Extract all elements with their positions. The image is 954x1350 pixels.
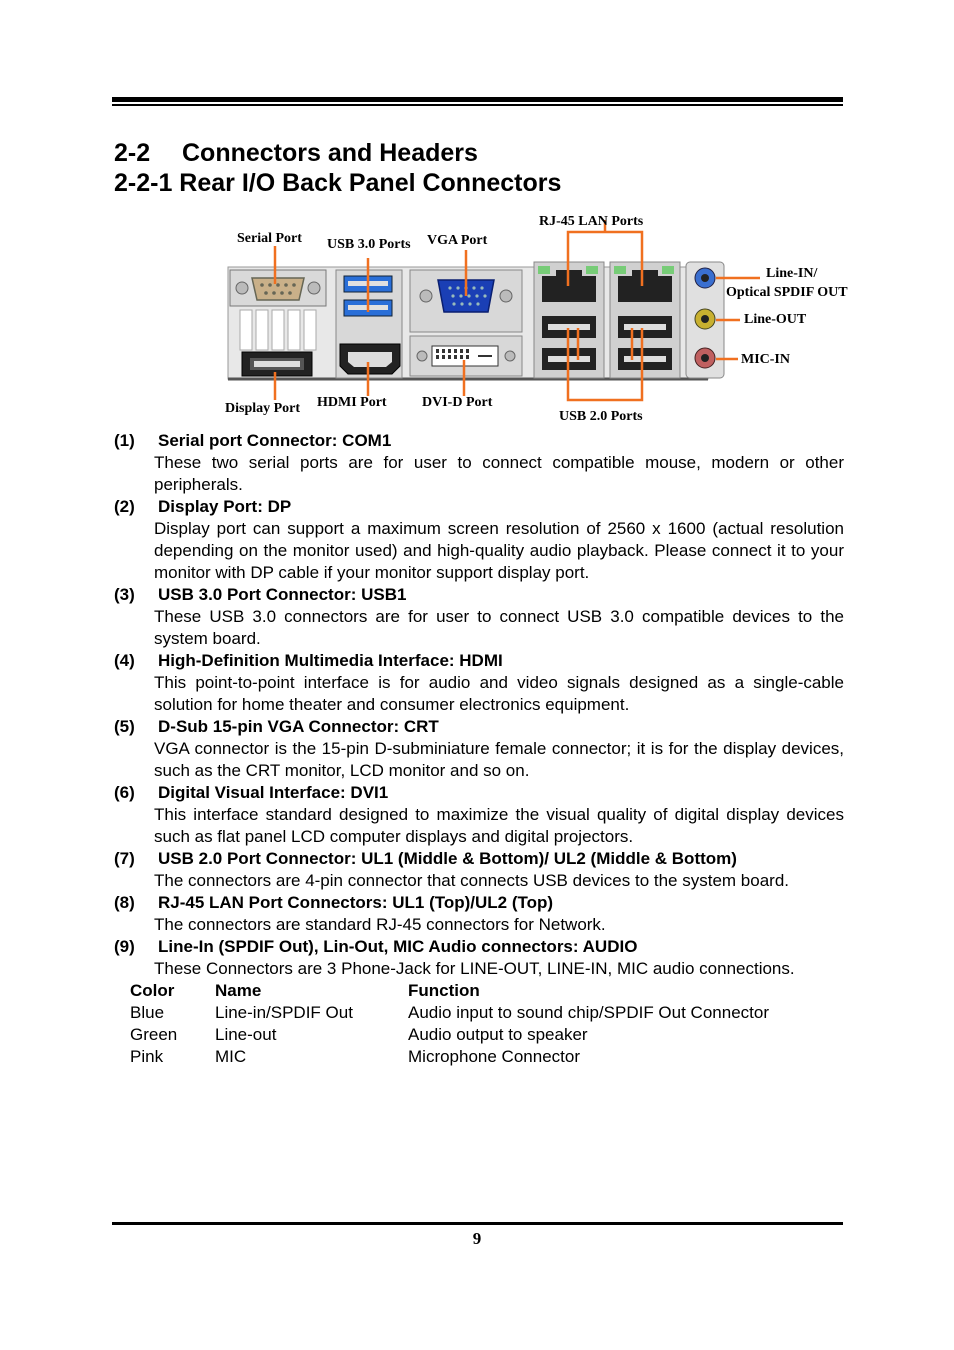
item-number: (8) (114, 893, 135, 912)
header-rule-thick (112, 97, 843, 102)
table-row (130, 1002, 838, 1024)
section-title: Connectors and Headers (182, 139, 478, 167)
connector-item (114, 782, 844, 848)
connector-item (114, 848, 844, 892)
item-body: The connectors are 4-pin connector that connects USB devices to the system board. (154, 871, 790, 890)
item-number: (4) (114, 651, 135, 670)
lan-usb-stack-2 (610, 262, 680, 378)
table-cell: Pink (130, 1047, 164, 1066)
column-header: Function (408, 981, 480, 1000)
item-title: USB 2.0 Port Connector: UL1 (Middle & Bottom)/ UL2 (Middle & Bottom) (158, 849, 737, 868)
table-row (130, 1024, 838, 1046)
item-number: (7) (114, 849, 135, 868)
label-line-out: Line-OUT (744, 312, 807, 327)
table-cell: MIC (215, 1047, 247, 1066)
item-title: Serial port Connector: COM1 (158, 431, 392, 450)
column-header: Name (215, 981, 262, 1000)
item-body: These two serial ports are for user to connect compatible mouse, modern or other peripherals. (154, 453, 844, 494)
item-body: This point-to-point interface is for audio and video signals designed as a single-cable solution for home theater and consumer electronics equipment. (154, 673, 844, 714)
serial-port-graphic (230, 270, 326, 306)
label-usb30-ports: USB 3.0 Ports (327, 237, 411, 252)
table-cell: Audio output to speaker (408, 1025, 588, 1044)
connector-item (114, 650, 844, 716)
connector-item (114, 936, 844, 980)
rear-io-diagram (220, 210, 880, 430)
label-usb20-ports: USB 2.0 Ports (559, 409, 643, 424)
table-row (130, 1046, 838, 1068)
displayport-graphic (242, 352, 312, 376)
connector-item (114, 584, 844, 650)
table-cell: Microphone Connector (408, 1047, 580, 1066)
item-body: VGA connector is the 15-pin D-subminiature female connector; it is for the display devices, such as the CRT monitor, LCD monitor and so on. (154, 739, 844, 780)
item-title: D-Sub 15-pin VGA Connector: CRT (158, 717, 439, 736)
label-optical-spdif-out: Optical SPDIF OUT (726, 285, 848, 300)
item-title: RJ-45 LAN Port Connectors: UL1 (Top)/UL2 (Top) (158, 893, 554, 912)
label-vga-port: VGA Port (427, 233, 488, 248)
item-title: High-Definition Multimedia Interface: HDMI (158, 651, 503, 670)
label-serial-port: Serial Port (237, 231, 302, 246)
connector-descriptions (114, 430, 844, 1068)
item-number: (3) (114, 585, 135, 604)
table-cell: Line-out (215, 1025, 277, 1044)
item-number: (9) (114, 937, 135, 956)
connector-item (114, 496, 844, 584)
footer-rule (112, 1222, 843, 1225)
item-number: (1) (114, 431, 135, 450)
page-number: 9 (472, 1229, 482, 1248)
section-heading (114, 139, 478, 168)
item-body: These USB 3.0 connectors are for user to connect USB 3.0 compatible devices to the system board. (154, 607, 844, 648)
table-cell: Line-in/SPDIF Out (215, 1003, 353, 1022)
hdmi-port-graphic (340, 344, 400, 374)
label-dvi-d-port: DVI-D Port (422, 395, 493, 410)
connector-item (114, 892, 844, 936)
label-mic-in: MIC-IN (741, 352, 790, 367)
subsection-heading: 2-2-1 Rear I/O Back Panel Connectors (114, 169, 562, 197)
table-cell: Green (130, 1025, 178, 1044)
audio-function-table (130, 980, 838, 1068)
connector-item (114, 716, 844, 782)
item-title: USB 3.0 Port Connector: USB1 (158, 585, 407, 604)
column-header: Color (130, 981, 175, 1000)
label-display-port: Display Port (225, 401, 301, 416)
table-header-row (130, 980, 838, 1002)
item-number: (2) (114, 497, 135, 516)
table-cell: Blue (130, 1003, 165, 1022)
item-body: This interface standard designed to maximize the visual quality of digital display devices such as flat panel LCD computer displays and digital projectors. (154, 805, 844, 846)
item-body: These Connectors are 3 Phone-Jack for LINE-OUT, LINE-IN, MIC audio connections. (154, 959, 795, 978)
item-number: (6) (114, 783, 135, 802)
dvi-port-graphic (410, 336, 522, 376)
label-hdmi-port: HDMI Port (317, 395, 387, 410)
label-rj45-lan-ports: RJ-45 LAN Ports (539, 214, 644, 229)
blank-slots-graphic (240, 310, 316, 350)
header-rule-thin (112, 104, 843, 106)
table-cell: Audio input to sound chip/SPDIF Out Connector (408, 1003, 769, 1022)
item-title: Display Port: DP (158, 497, 292, 516)
item-body: The connectors are standard RJ-45 connectors for Network. (154, 915, 606, 934)
label-line-in: Line-IN/ (766, 266, 818, 281)
item-title: Digital Visual Interface: DVI1 (158, 783, 389, 802)
section-number: 2-2 (114, 139, 151, 167)
item-number: (5) (114, 717, 135, 736)
item-body: Display port can support a maximum screen resolution of 2560 x 1600 (actual resolution depending on the monitor used) and high-quality audio playback. Please connect it to your monitor with DP cable if your monitor support display port. (154, 519, 844, 582)
connector-item (114, 430, 844, 496)
item-title: Line-In (SPDIF Out), Lin-Out, MIC Audio connectors: AUDIO (158, 937, 638, 956)
